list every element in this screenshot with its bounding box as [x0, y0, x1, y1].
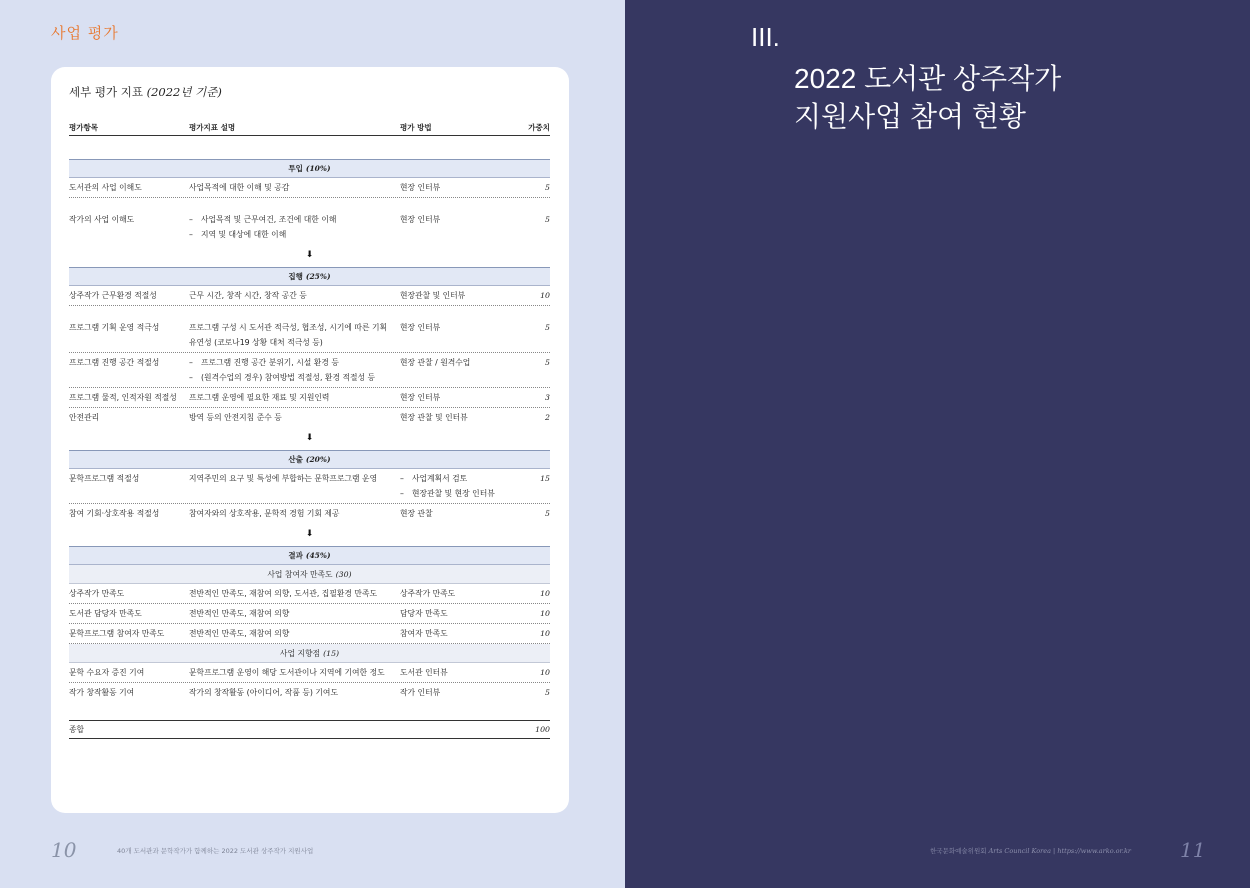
table-row [69, 469, 550, 504]
row-item: 참여 기회·상호작용 적절성 [69, 509, 160, 518]
down-arrow-icon: ⬇ [305, 250, 314, 260]
desc-bullet: 지역 및 대상에 대한 이해 [201, 230, 287, 239]
band-label: 투입 [288, 164, 303, 173]
row-method: – 사업계획서 검토 – 현장관찰 및 현장 인터뷰 [400, 469, 520, 503]
row-item: 안전관리 [69, 413, 100, 422]
table-row [69, 408, 550, 427]
subband-pct: (30) [335, 569, 352, 579]
total-row [69, 720, 550, 739]
band-pct: (20%) [305, 455, 331, 464]
row-method: 참여자 만족도 [400, 629, 448, 638]
table-row [69, 353, 550, 388]
row-desc: 전반적인 만족도, 재참여 의향, 도서관, 집필환경 만족도 [189, 589, 378, 598]
row-weight: 5 [545, 183, 550, 192]
desc-line: 유연성 (코로나19 상황 대처 적극성 등) [189, 338, 323, 347]
table-row [69, 388, 550, 408]
method-bullet: 현장관찰 및 현장 인터뷰 [412, 489, 495, 498]
row-weight: 5 [545, 358, 550, 367]
page-number-right: 11 [1180, 838, 1206, 862]
header-method: 평가 방법 [400, 123, 432, 132]
header-item: 평가항목 [69, 123, 98, 132]
row-method: 현장 관찰 [400, 509, 433, 518]
chapter-title-line2: 지원사업 참여 현황 [794, 101, 1026, 132]
row-item: 도서관의 사업 이해도 [69, 183, 142, 192]
band-pct: (10%) [305, 164, 331, 173]
row-desc: 참여자와의 상호작용, 문학적 경험 기회 제공 [189, 509, 340, 518]
section-band-input [69, 159, 550, 178]
band-label: 산출 [288, 455, 303, 464]
table-row [69, 663, 550, 683]
table-row [69, 624, 550, 644]
footer-org: 한국문화예술위원회 [930, 847, 987, 855]
row-method: 현장관찰 및 인터뷰 [400, 291, 466, 300]
table-row [69, 286, 550, 306]
row-desc: 근무 시간, 창작 시간, 창작 공간 등 [189, 291, 307, 300]
subsection-band-satisfaction [69, 565, 550, 584]
chapter-number: III. [751, 22, 780, 52]
row-weight: 3 [545, 393, 550, 402]
desc-bullet: (원격수업의 경우) 참여방법 적절성, 환경 적절성 등 [201, 373, 376, 382]
row-weight: 10 [540, 609, 550, 618]
row-weight: 5 [545, 323, 550, 332]
row-weight: 10 [540, 668, 550, 677]
down-arrow-icon: ⬇ [305, 529, 314, 539]
header-weight: 가중치 [528, 123, 550, 132]
chapter-title [794, 60, 1061, 136]
table-row [69, 210, 550, 244]
row-method: 현장 관찰 및 인터뷰 [400, 413, 468, 422]
subsection-band-goal [69, 644, 550, 663]
table-row [69, 604, 550, 624]
row-weight: 2 [545, 413, 550, 422]
footer-url: https://www.arko.or.kr [1057, 847, 1131, 855]
total-value: 100 [535, 725, 550, 734]
row-weight: 15 [540, 474, 550, 483]
row-weight: 10 [540, 291, 550, 300]
footer-left: 40개 도서관과 문학작가가 함께하는 2022 도서관 상주작가 지원사업 [117, 847, 314, 855]
row-item: 상주작가 근무환경 적절성 [69, 291, 157, 300]
row-method: 도서관 인터뷰 [400, 668, 448, 677]
table-row [69, 584, 550, 604]
row-item: 문학프로그램 참여자 만족도 [69, 629, 165, 638]
row-desc: 프로그램 운영에 필요한 재료 및 지원인력 [189, 393, 330, 402]
row-method: 상주작가 만족도 [400, 589, 456, 598]
table-row [69, 318, 550, 353]
row-method: 현장 인터뷰 [400, 215, 441, 224]
subband-label: 사업 참여자 만족도 [267, 569, 333, 579]
row-item: 상주작가 만족도 [69, 589, 125, 598]
band-label: 집행 [288, 272, 303, 281]
row-item: 문학프로그램 적절성 [69, 474, 140, 483]
row-desc: 사업목적에 대한 이해 및 공감 [189, 183, 290, 192]
row-method: 현장 인터뷰 [400, 393, 441, 402]
evaluation-table [69, 120, 550, 739]
row-desc: 문학프로그램 운영이 해당 도서관이나 지역에 기여한 정도 [189, 668, 385, 677]
row-method: 담당자 만족도 [400, 609, 448, 618]
page-number-left: 10 [51, 838, 77, 862]
row-weight: 10 [540, 589, 550, 598]
chapter-title-line1: 2022 도서관 상주작가 [794, 63, 1062, 94]
band-pct: (25%) [305, 272, 331, 281]
footer-org-en: Arts Council Korea [988, 847, 1051, 855]
table-row [69, 504, 550, 523]
row-weight: 10 [540, 629, 550, 638]
row-weight: 5 [545, 688, 550, 697]
evaluation-card [51, 67, 569, 813]
method-bullet: 사업계획서 검토 [412, 474, 468, 483]
row-method: 현장 인터뷰 [400, 323, 441, 332]
row-desc: 방역 등의 안전지침 준수 등 [189, 413, 282, 422]
row-item: 도서관 담당자 만족도 [69, 609, 142, 618]
row-item: 프로그램 물적, 인적자원 적절성 [69, 393, 177, 402]
down-arrow-icon: ⬇ [305, 433, 314, 443]
row-item: 작가의 사업 이해도 [69, 215, 135, 224]
footer-right [930, 846, 1131, 855]
section-band-output [69, 450, 550, 469]
header-desc: 평가지표 설명 [189, 123, 236, 132]
section-band-result [69, 546, 550, 565]
row-method: 작가 인터뷰 [400, 688, 441, 697]
total-label: 종합 [69, 725, 85, 734]
row-weight: 5 [545, 215, 550, 224]
row-item: 프로그램 진행 공간 적절성 [69, 358, 160, 367]
row-desc: 전반적인 만족도, 재참여 의향 [189, 609, 290, 618]
band-label: 결과 [288, 551, 303, 560]
row-desc: – 프로그램 진행 공간 분위기, 시설 환경 등 – (원격수업의 경우) 참여방법 적절성, 환경 적절성 등 [189, 353, 400, 387]
subband-pct: (15) [323, 648, 340, 658]
row-method: 현장 관찰 / 원격수업 [400, 358, 471, 367]
row-item: 프로그램 기획 운영 적극성 [69, 323, 160, 332]
desc-bullet: 사업목적 및 근무여건, 조건에 대한 이해 [201, 215, 337, 224]
row-item: 작가 창작활동 기여 [69, 688, 135, 697]
table-row [69, 683, 550, 702]
row-desc: 전반적인 만족도, 재참여 의향 [189, 629, 290, 638]
card-title-text: 세부 평가 지표 [69, 85, 143, 99]
table-row [69, 178, 550, 198]
row-weight: 5 [545, 509, 550, 518]
row-item: 문학 수요자 증진 기여 [69, 668, 145, 677]
row-desc: – 사업목적 및 근무여건, 조건에 대한 이해 – 지역 및 대상에 대한 이해 [189, 210, 400, 244]
desc-bullet: 프로그램 진행 공간 분위기, 시설 환경 등 [201, 358, 339, 367]
table-header [69, 120, 550, 136]
card-title-year: (2022년 기준) [146, 85, 222, 99]
desc-line: 프로그램 구성 시 도서관 적극성, 협조성, 시기에 따른 기획 [189, 323, 388, 332]
card-title [69, 84, 222, 100]
row-desc: 작가의 창작활동 (아이디어, 작품 등) 기여도 [189, 688, 338, 697]
section-band-execution [69, 267, 550, 286]
row-desc [189, 318, 400, 352]
row-method: 현장 인터뷰 [400, 183, 441, 192]
row-desc: 지역주민의 요구 및 특성에 부합하는 문학프로그램 운영 [189, 474, 378, 483]
footer-separator: | [1053, 847, 1056, 855]
section-label: 사업 평가 [51, 24, 119, 42]
right-page [625, 0, 1250, 888]
subband-label: 사업 지향점 [279, 648, 321, 658]
band-pct: (45%) [305, 551, 331, 560]
